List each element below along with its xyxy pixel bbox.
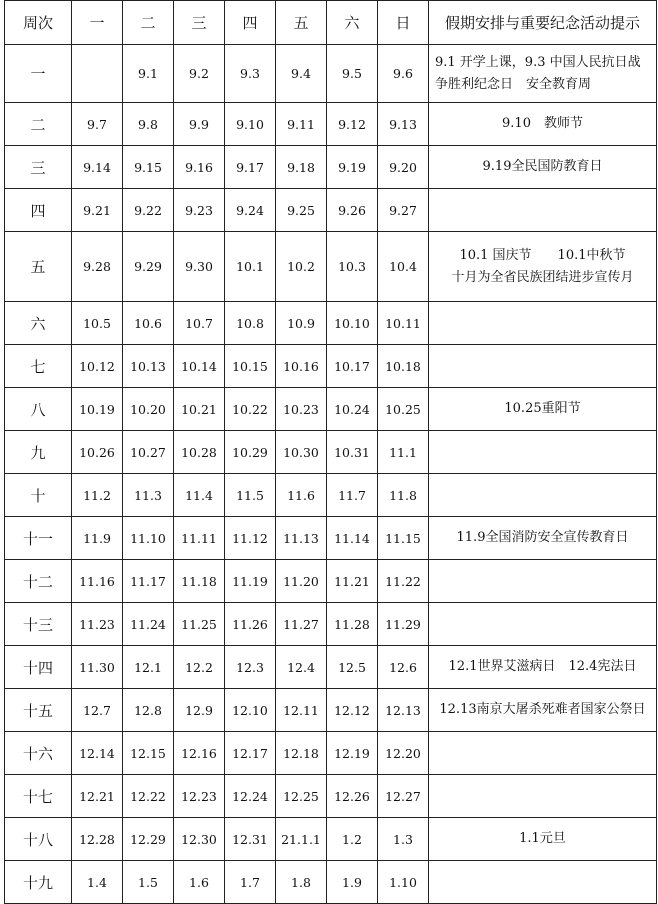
- date-cell: 11.4: [174, 474, 225, 517]
- header-day: 四: [225, 1, 276, 45]
- date-cell: 11.30: [72, 646, 123, 689]
- date-cell: 11.10: [123, 517, 174, 560]
- date-cell: 9.23: [174, 189, 225, 232]
- date-cell: 12.10: [225, 689, 276, 732]
- date-cell: 12.19: [327, 732, 378, 775]
- date-cell: 10.7: [174, 302, 225, 345]
- date-cell: 10.13: [123, 345, 174, 388]
- date-cell: 11.8: [378, 474, 429, 517]
- date-cell: 11.12: [225, 517, 276, 560]
- date-cell: 9.22: [123, 189, 174, 232]
- date-cell: 1.8: [276, 861, 327, 904]
- date-cell: 11.15: [378, 517, 429, 560]
- date-cell: 11.17: [123, 560, 174, 603]
- date-cell: 11.1: [378, 431, 429, 474]
- table-row: [5, 560, 657, 603]
- date-cell: 9.13: [378, 103, 429, 146]
- date-cell: 12.9: [174, 689, 225, 732]
- note-line: 9.19全民国防教育日: [482, 159, 603, 174]
- note-line: 1.1元旦: [519, 831, 566, 846]
- date-cell: 9.17: [225, 146, 276, 189]
- date-cell: 11.14: [327, 517, 378, 560]
- date-cell: 1.9: [327, 861, 378, 904]
- note-line: 9.1 开学上课，9.3 中国人民抗日战: [435, 54, 641, 70]
- date-cell: 10.21: [174, 388, 225, 431]
- date-cell: 11.27: [276, 603, 327, 646]
- date-cell: 11.23: [72, 603, 123, 646]
- date-cell: 10.12: [72, 345, 123, 388]
- date-cell: 10.6: [123, 302, 174, 345]
- date-cell: 10.10: [327, 302, 378, 345]
- date-cell: [72, 45, 123, 103]
- note-line: 争胜利纪念日 安全教育周: [435, 76, 592, 92]
- week-number: 六: [5, 302, 72, 345]
- date-cell: 1.5: [123, 861, 174, 904]
- notes-cell: [429, 646, 657, 689]
- date-cell: 9.30: [174, 232, 225, 302]
- date-cell: 12.22: [123, 775, 174, 818]
- date-cell: 12.4: [276, 646, 327, 689]
- date-cell: 11.2: [72, 474, 123, 517]
- date-cell: 11.18: [174, 560, 225, 603]
- date-cell: 12.27: [378, 775, 429, 818]
- date-cell: 12.1: [123, 646, 174, 689]
- week-number: 十二: [5, 560, 72, 603]
- date-cell: 10.14: [174, 345, 225, 388]
- date-cell: 9.6: [378, 45, 429, 103]
- notes-cell: [429, 45, 657, 103]
- date-cell: 9.5: [327, 45, 378, 103]
- notes-cell: [429, 388, 657, 431]
- date-cell: 11.28: [327, 603, 378, 646]
- date-cell: 12.5: [327, 646, 378, 689]
- week-number: 十一: [5, 517, 72, 560]
- date-cell: 12.6: [378, 646, 429, 689]
- header-day: 五: [276, 1, 327, 45]
- date-cell: 9.10: [225, 103, 276, 146]
- date-cell: 12.12: [327, 689, 378, 732]
- school-calendar-table: [4, 0, 657, 904]
- date-cell: 1.6: [174, 861, 225, 904]
- table-row: [5, 345, 657, 388]
- table-row: [5, 232, 657, 302]
- week-number: 十九: [5, 861, 72, 904]
- date-cell: 12.2: [174, 646, 225, 689]
- notes-cell: [429, 302, 657, 345]
- table-row: [5, 775, 657, 818]
- date-cell: 9.16: [174, 146, 225, 189]
- date-cell: 10.29: [225, 431, 276, 474]
- date-cell: 10.17: [327, 345, 378, 388]
- date-cell: 10.4: [378, 232, 429, 302]
- table-row: [5, 861, 657, 904]
- week-number: 四: [5, 189, 72, 232]
- date-cell: 10.23: [276, 388, 327, 431]
- date-cell: 12.3: [225, 646, 276, 689]
- date-cell: 10.8: [225, 302, 276, 345]
- date-cell: 10.22: [225, 388, 276, 431]
- date-cell: 9.24: [225, 189, 276, 232]
- date-cell: 12.23: [174, 775, 225, 818]
- date-cell: 10.9: [276, 302, 327, 345]
- week-number: 五: [5, 232, 72, 302]
- date-cell: 1.4: [72, 861, 123, 904]
- date-cell: 9.26: [327, 189, 378, 232]
- date-cell: 12.26: [327, 775, 378, 818]
- date-cell: 12.15: [123, 732, 174, 775]
- date-cell: 10.3: [327, 232, 378, 302]
- week-number: 一: [5, 45, 72, 103]
- date-cell: 12.31: [225, 818, 276, 861]
- note-line: 10.25重阳节: [504, 401, 581, 416]
- header-row: [5, 1, 657, 45]
- date-cell: 11.20: [276, 560, 327, 603]
- date-cell: 11.11: [174, 517, 225, 560]
- week-number: 十五: [5, 689, 72, 732]
- date-cell: 10.26: [72, 431, 123, 474]
- date-cell: 11.6: [276, 474, 327, 517]
- date-cell: 10.20: [123, 388, 174, 431]
- date-cell: 1.2: [327, 818, 378, 861]
- date-cell: 12.13: [378, 689, 429, 732]
- date-cell: 9.29: [123, 232, 174, 302]
- table-row: [5, 603, 657, 646]
- date-cell: 10.18: [378, 345, 429, 388]
- date-cell: 12.8: [123, 689, 174, 732]
- week-number: 二: [5, 103, 72, 146]
- date-cell: 9.1: [123, 45, 174, 103]
- date-cell: 12.18: [276, 732, 327, 775]
- notes-cell: [429, 103, 657, 146]
- date-cell: 12.21: [72, 775, 123, 818]
- header-week: 周次: [5, 1, 72, 45]
- date-cell: 10.15: [225, 345, 276, 388]
- date-cell: 9.18: [276, 146, 327, 189]
- date-cell: 12.29: [123, 818, 174, 861]
- date-cell: 11.22: [378, 560, 429, 603]
- date-cell: 9.25: [276, 189, 327, 232]
- date-cell: 11.26: [225, 603, 276, 646]
- note-line: 10.1 国庆节 10.1中秋节: [459, 247, 626, 263]
- date-cell: 9.4: [276, 45, 327, 103]
- notes-cell: [429, 818, 657, 861]
- date-cell: 1.10: [378, 861, 429, 904]
- table-row: [5, 45, 657, 103]
- date-cell: 12.7: [72, 689, 123, 732]
- week-number: 十三: [5, 603, 72, 646]
- date-cell: 10.1: [225, 232, 276, 302]
- table-row: [5, 388, 657, 431]
- date-cell: 9.12: [327, 103, 378, 146]
- table-row: [5, 302, 657, 345]
- date-cell: 9.7: [72, 103, 123, 146]
- date-cell: 12.25: [276, 775, 327, 818]
- date-cell: 9.20: [378, 146, 429, 189]
- date-cell: 9.21: [72, 189, 123, 232]
- date-cell: 9.15: [123, 146, 174, 189]
- date-cell: 11.16: [72, 560, 123, 603]
- week-number: 九: [5, 431, 72, 474]
- date-cell: 9.9: [174, 103, 225, 146]
- date-cell: 10.16: [276, 345, 327, 388]
- table-row: [5, 146, 657, 189]
- header-day: 三: [174, 1, 225, 45]
- table-row: [5, 689, 657, 732]
- note-line: 12.13南京大屠杀死难者国家公祭日: [439, 702, 646, 717]
- date-cell: 10.30: [276, 431, 327, 474]
- note-line: 12.1世界艾滋病日 12.4宪法日: [448, 659, 637, 674]
- table-row: [5, 474, 657, 517]
- date-cell: 10.31: [327, 431, 378, 474]
- date-cell: 12.16: [174, 732, 225, 775]
- date-cell: 10.19: [72, 388, 123, 431]
- table-row: [5, 517, 657, 560]
- week-number: 七: [5, 345, 72, 388]
- notes-cell: [429, 560, 657, 603]
- date-cell: 10.24: [327, 388, 378, 431]
- date-cell: 9.8: [123, 103, 174, 146]
- date-cell: 9.19: [327, 146, 378, 189]
- header-day: 二: [123, 1, 174, 45]
- week-number: 十七: [5, 775, 72, 818]
- date-cell: 12.30: [174, 818, 225, 861]
- date-cell: 11.5: [225, 474, 276, 517]
- date-cell: 21.1.1: [276, 818, 327, 861]
- date-cell: 12.14: [72, 732, 123, 775]
- notes-cell: [429, 146, 657, 189]
- notes-cell: [429, 861, 657, 904]
- notes-cell: [429, 775, 657, 818]
- header-day: 日: [378, 1, 429, 45]
- note-line: 11.9全国消防安全宣传教育日: [456, 530, 629, 545]
- date-cell: 10.2: [276, 232, 327, 302]
- date-cell: 12.28: [72, 818, 123, 861]
- table-row: [5, 431, 657, 474]
- week-number: 十四: [5, 646, 72, 689]
- table-row: [5, 103, 657, 146]
- date-cell: 11.25: [174, 603, 225, 646]
- notes-cell: [429, 232, 657, 302]
- date-cell: 10.27: [123, 431, 174, 474]
- table-row: [5, 646, 657, 689]
- date-cell: 9.28: [72, 232, 123, 302]
- header-day: 一: [72, 1, 123, 45]
- notes-cell: [429, 345, 657, 388]
- week-number: 十: [5, 474, 72, 517]
- date-cell: 11.21: [327, 560, 378, 603]
- date-cell: 12.24: [225, 775, 276, 818]
- date-cell: 9.27: [378, 189, 429, 232]
- header-day: 六: [327, 1, 378, 45]
- date-cell: 10.25: [378, 388, 429, 431]
- notes-cell: [429, 689, 657, 732]
- week-number: 三: [5, 146, 72, 189]
- date-cell: 10.28: [174, 431, 225, 474]
- notes-cell: [429, 431, 657, 474]
- date-cell: 11.19: [225, 560, 276, 603]
- notes-cell: [429, 189, 657, 232]
- date-cell: 11.3: [123, 474, 174, 517]
- week-number: 八: [5, 388, 72, 431]
- date-cell: 9.2: [174, 45, 225, 103]
- table-row: [5, 732, 657, 775]
- note-line: 十月为全省民族团结进步宣传月: [451, 269, 634, 285]
- date-cell: 11.9: [72, 517, 123, 560]
- header-notes: 假期安排与重要纪念活动提示: [429, 1, 657, 45]
- notes-cell: [429, 732, 657, 775]
- date-cell: 12.20: [378, 732, 429, 775]
- notes-cell: [429, 474, 657, 517]
- date-cell: 12.11: [276, 689, 327, 732]
- notes-cell: [429, 517, 657, 560]
- date-cell: 1.7: [225, 861, 276, 904]
- date-cell: 11.29: [378, 603, 429, 646]
- date-cell: 12.17: [225, 732, 276, 775]
- date-cell: 11.7: [327, 474, 378, 517]
- date-cell: 10.11: [378, 302, 429, 345]
- week-number: 十八: [5, 818, 72, 861]
- date-cell: 10.5: [72, 302, 123, 345]
- table-row: [5, 818, 657, 861]
- note-line: 9.10 教师节: [502, 116, 583, 131]
- date-cell: 1.3: [378, 818, 429, 861]
- table-row: [5, 189, 657, 232]
- date-cell: 11.13: [276, 517, 327, 560]
- date-cell: 9.14: [72, 146, 123, 189]
- week-number: 十六: [5, 732, 72, 775]
- date-cell: 11.24: [123, 603, 174, 646]
- date-cell: 9.11: [276, 103, 327, 146]
- date-cell: 9.3: [225, 45, 276, 103]
- notes-cell: [429, 603, 657, 646]
